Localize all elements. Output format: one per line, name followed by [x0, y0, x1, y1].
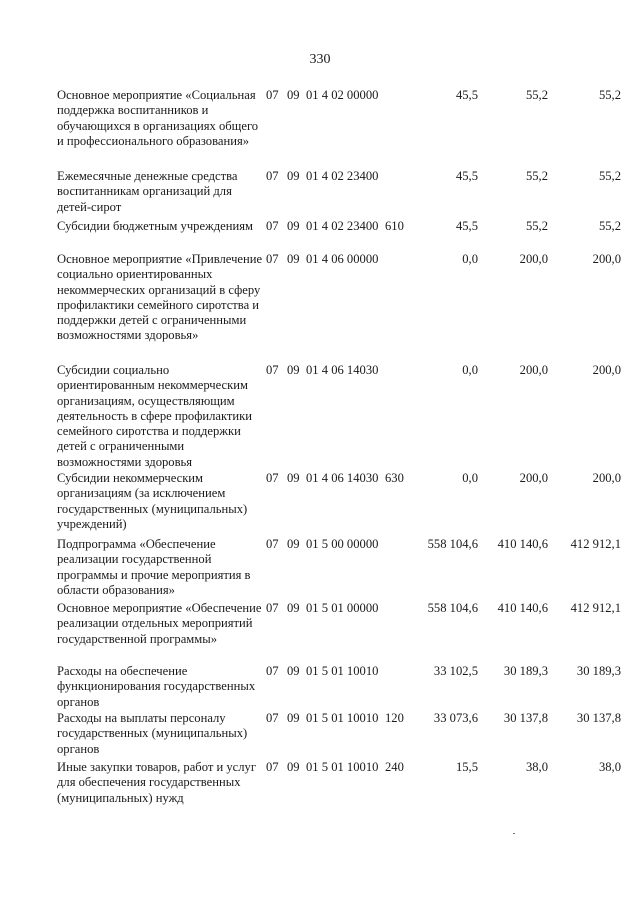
amount-year-1: 33 073,6: [433, 711, 478, 725]
section-code: 07: [266, 760, 279, 774]
amount-year-1: 558 104,6: [427, 537, 478, 551]
subsection-code: 09: [287, 363, 300, 377]
subsection-code: 09: [287, 537, 300, 551]
amount-year-3: 200,0: [592, 363, 621, 377]
target-article-code: 01 5 01 00000: [306, 601, 379, 615]
amount-year-2: 30 189,3: [503, 664, 548, 678]
amount-year-1: 558 104,6: [427, 601, 478, 615]
row-description: Основное мероприятие «Обеспечение реализации отдельных мероприятий государственной программы»: [57, 601, 262, 646]
section-code: 07: [266, 88, 279, 102]
amount-year-3: 38,0: [598, 760, 621, 774]
amount-year-2: 55,2: [525, 88, 548, 102]
subsection-code: 09: [287, 664, 300, 678]
row-description: Субсидии бюджетным учреждениям: [57, 219, 253, 233]
subsection-code: 09: [287, 252, 300, 266]
amount-year-3: 30 189,3: [576, 664, 621, 678]
amount-year-1: 33 102,5: [433, 664, 478, 678]
table-row: [0, 537, 640, 601]
row-description: Подпрограмма «Обеспечение реализации государственной программы и прочие мероприятия в области образования»: [57, 537, 251, 597]
amount-year-3: 55,2: [598, 169, 621, 183]
target-article-code: 01 5 01 10010: [306, 664, 379, 678]
section-code: 07: [266, 252, 279, 266]
table-row: [0, 471, 640, 535]
row-description: Иные закупки товаров, работ и услуг для обеспечения государственных (муниципальных) нужд: [57, 760, 257, 805]
row-description: Субсидии социально ориентированным некоммерческим организациям, осуществляющим деятельность в сфере профилактики семейного сиротства и поддержки детей с ограниченными возможностями здоровья: [57, 363, 253, 469]
section-code: 07: [266, 169, 279, 183]
expense-type-code: 630: [385, 471, 404, 485]
row-description: Расходы на обеспечение функционирования государственных органов: [57, 664, 256, 709]
target-article-code: 01 4 02 00000: [306, 88, 379, 102]
section-code: 07: [266, 219, 279, 233]
table-row: [0, 664, 640, 712]
amount-year-1: 0,0: [462, 252, 478, 266]
section-code: 07: [266, 601, 279, 615]
section-code: 07: [266, 664, 279, 678]
amount-year-2: 30 137,8: [503, 711, 548, 725]
row-description: Основное мероприятие «Социальная поддержка воспитанников и обучающихся в организациях общего и профессионального образования»: [57, 88, 259, 148]
table-row: [0, 363, 640, 471]
amount-year-3: 412 912,1: [570, 601, 621, 615]
section-code: 07: [266, 471, 279, 485]
amount-year-3: 412 912,1: [570, 537, 621, 551]
target-article-code: 01 4 06 00000: [306, 252, 379, 266]
amount-year-2: 200,0: [519, 252, 548, 266]
target-article-code: 01 4 06 14030: [306, 363, 379, 377]
amount-year-2: 55,2: [525, 169, 548, 183]
amount-year-2: 200,0: [519, 471, 548, 485]
amount-year-2: 410 140,6: [497, 601, 548, 615]
subsection-code: 09: [287, 471, 300, 485]
row-description: Основное мероприятие «Привлечение социально ориентированных некоммерческих организаций в сферу профилактики семейного сиротства и поддержки детей с ограниченными возможностями здоровья»: [57, 252, 263, 343]
section-code: 07: [266, 363, 279, 377]
amount-year-3: 200,0: [592, 252, 621, 266]
section-code: 07: [266, 537, 279, 551]
table-row: [0, 711, 640, 759]
subsection-code: 09: [287, 169, 300, 183]
table-row: [0, 219, 640, 253]
target-article-code: 01 4 02 23400: [306, 219, 379, 233]
amount-year-2: 200,0: [519, 363, 548, 377]
target-article-code: 01 5 00 00000: [306, 537, 379, 551]
row-description: Субсидии некоммерческим организациям (за исключением государственных (муниципальных) учреждений): [57, 471, 248, 531]
amount-year-1: 45,5: [455, 169, 478, 183]
amount-year-1: 45,5: [455, 219, 478, 233]
table-row: [0, 601, 640, 665]
section-code: 07: [266, 711, 279, 725]
table-row: [0, 760, 640, 824]
amount-year-3: 55,2: [598, 219, 621, 233]
amount-year-2: 55,2: [525, 219, 548, 233]
row-description: Расходы на выплаты персоналу государственных (муниципальных) органов: [57, 711, 248, 756]
row-description: Ежемесячные денежные средства воспитанникам организаций для детей-сирот: [57, 169, 238, 214]
subsection-code: 09: [287, 88, 300, 102]
expense-type-code: 610: [385, 219, 404, 233]
amount-year-1: 45,5: [455, 88, 478, 102]
subsection-code: 09: [287, 601, 300, 615]
amount-year-1: 0,0: [462, 363, 478, 377]
scan-speck: [513, 833, 515, 834]
amount-year-3: 55,2: [598, 88, 621, 102]
table-row: [0, 169, 640, 219]
page-number: 330: [309, 52, 331, 67]
budget-table: [0, 88, 640, 805]
amount-year-2: 38,0: [525, 760, 548, 774]
table-row: [0, 252, 640, 360]
target-article-code: 01 4 06 14030: [306, 471, 379, 485]
target-article-code: 01 5 01 10010: [306, 760, 379, 774]
amount-year-1: 15,5: [455, 760, 478, 774]
target-article-code: 01 5 01 10010: [306, 711, 379, 725]
subsection-code: 09: [287, 760, 300, 774]
expense-type-code: 120: [385, 711, 404, 725]
table-row: [0, 88, 640, 166]
subsection-code: 09: [287, 711, 300, 725]
amount-year-1: 0,0: [462, 471, 478, 485]
amount-year-3: 30 137,8: [576, 711, 621, 725]
amount-year-3: 200,0: [592, 471, 621, 485]
amount-year-2: 410 140,6: [497, 537, 548, 551]
expense-type-code: 240: [385, 760, 404, 774]
subsection-code: 09: [287, 219, 300, 233]
target-article-code: 01 4 02 23400: [306, 169, 379, 183]
